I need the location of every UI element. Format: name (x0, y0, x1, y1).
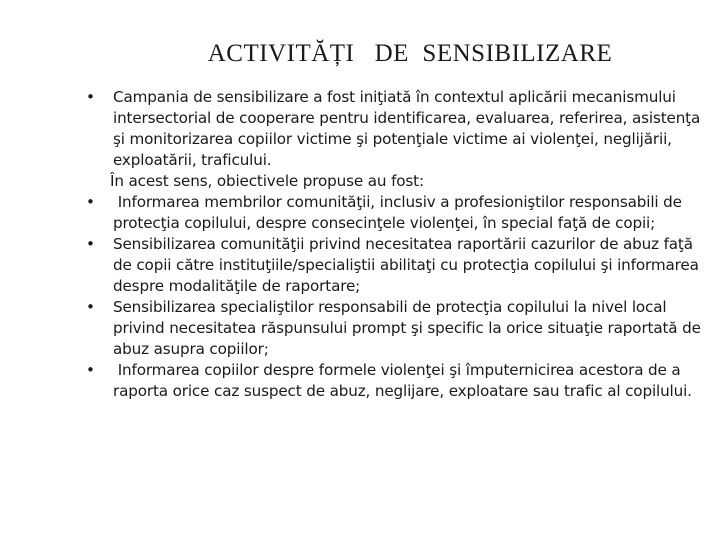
bullet-text: Informarea copiilor despre formele violenţei şi împuternicirea acestora de a raporta orice caz suspect de abuz, neglijare, exploatare sau trafic al copilului. (113, 361, 692, 400)
bullet-text: Sensibilizarea comunităţii privind necesitatea raportării cazurilor de abuz faţă de copii către instituţiile/specialiştii abilitaţi cu protecţia copilului şi informarea despre modalităţile de raportare; (113, 235, 699, 295)
bullet-text: Campania de sensibilizare a fost iniţiată în contextul aplicării mecanismului intersectorial de cooperare pentru identificarea, evaluarea, referirea, asistenţa şi monitorizarea copiilor victime şi potenţiale victime ai violenţei, neglijării, exploatării, traficului. (113, 88, 701, 169)
objectives-intro: În acest sens, obiectivele propuse au fost: (110, 172, 424, 190)
bullet-text: Informarea membrilor comunităţii, inclusiv a profesioniştilor responsabili de protecţia copilului, despre consecinţele violenţei, în special faţă de copii; (113, 193, 687, 232)
bullet-icon: • (86, 361, 95, 379)
bullet-icon: • (86, 298, 95, 316)
bullet-icon: • (86, 235, 95, 253)
bullet-icon: • (86, 193, 95, 211)
bullet-item-specialists (86, 297, 704, 360)
bullet-text: Sensibilizarea specialiştilor responsabili de protecţia copilului la nivel local privind necesitatea răspunsului prompt şi specific la orice situaţie raportată de abuz asupra copiilor; (113, 298, 701, 358)
bullet-item-community-reporting (86, 234, 704, 297)
bullet-item-inform-children (86, 360, 704, 402)
bullet-item-campaign (86, 87, 704, 171)
slide-title: ACTIVITĂȚI DE SENSIBILIZARE (207, 40, 613, 67)
bullet-icon: • (86, 88, 95, 106)
bullet-item-inform-community (86, 192, 704, 234)
slide-body (86, 87, 704, 402)
